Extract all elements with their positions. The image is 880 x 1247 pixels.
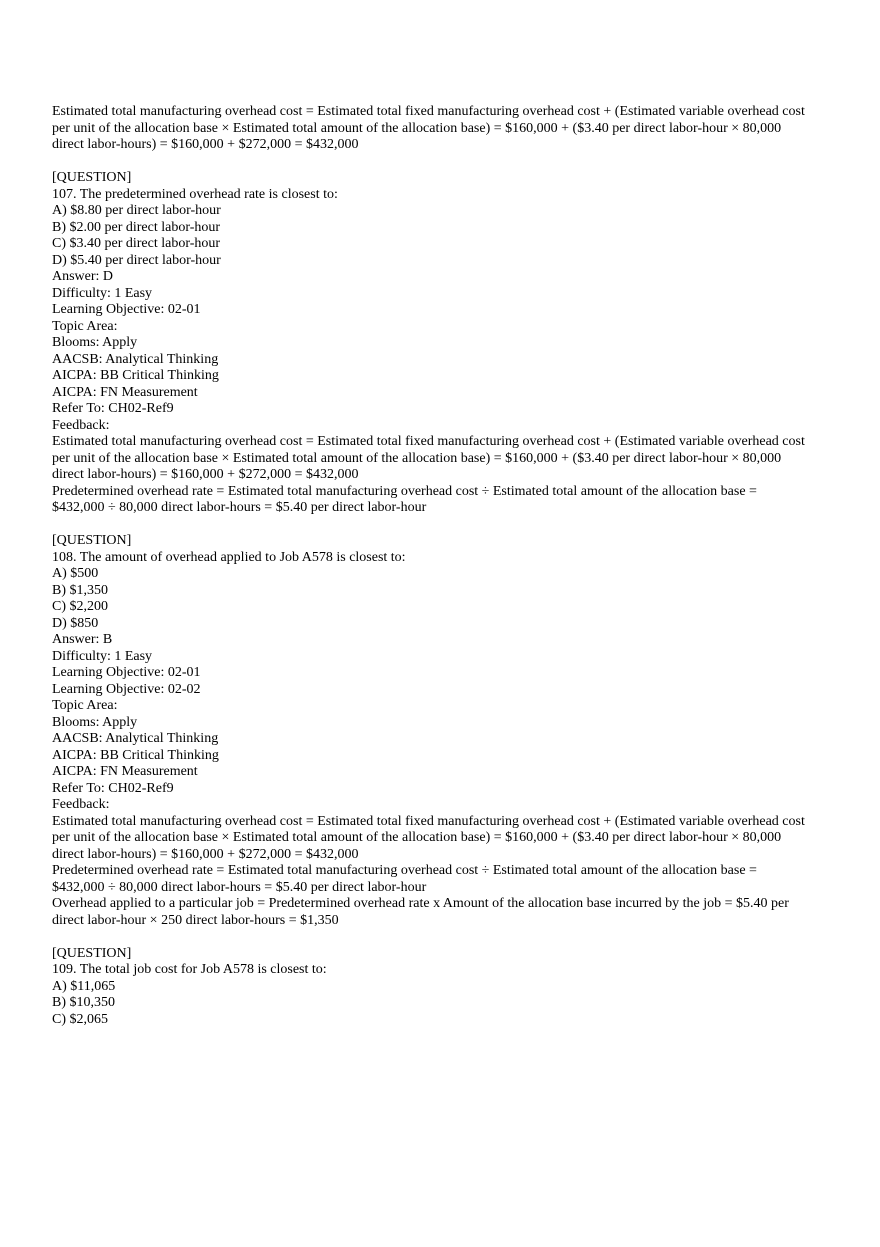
learning-objective: Learning Objective: 02-01 — [52, 302, 201, 317]
question-marker: [QUESTION] — [52, 945, 132, 961]
topic-area: Topic Area: — [52, 698, 118, 713]
question-stem: 108. The amount of overhead applied to Job A578 is closest to: — [52, 549, 406, 565]
question-marker: [QUESTION] — [52, 533, 132, 548]
difficulty: Difficulty: 1 Easy — [52, 648, 153, 664]
option-d: D) $5.40 per direct labor-hour — [52, 252, 221, 268]
option-b: B) $10,350 — [52, 995, 115, 1010]
aacsb: AACSB: Analytical Thinking — [52, 731, 219, 746]
option-b: B) $1,350 — [52, 582, 108, 598]
refer-to: Refer To: CH02-Ref9 — [52, 401, 174, 416]
question-stem: 109. The total job cost for Job A578 is closest to: — [52, 962, 327, 977]
aacsb: AACSB: Analytical Thinking — [52, 351, 219, 367]
option-c: C) $2,200 — [52, 599, 108, 614]
option-b: B) $2.00 per direct labor-hour — [52, 219, 221, 235]
feedback-text: Estimated total manufacturing overhead cost = Estimated total fixed manufacturing overhead cost + (Estimated variable overhead cost per unit of the allocation base × Estimated total amount of the allocation base) = $160,000 + ($3.40 per direct labor-hour × 80,000 direct labor-hours) = $160,000 + $272,000 = $432,000 — [52, 813, 805, 862]
spacer — [52, 929, 812, 946]
question-stem: 107. The predetermined overhead rate is closest to: — [52, 186, 338, 202]
answer: Answer: B — [52, 632, 113, 647]
feedback-text: Estimated total manufacturing overhead cost = Estimated total fixed manufacturing overhead cost + (Estimated variable overhead cost per unit of the allocation base × Estimated total amount of the allocation base) = $160,000 + ($3.40 per direct labor-hour × 80,000 direct labor-hours) = $160,000 + $272,000 = $432,000 — [52, 434, 805, 482]
option-a: A) $11,065 — [52, 978, 116, 994]
aicpa-bb: AICPA: BB Critical Thinking — [52, 747, 219, 763]
question-block-109 — [52, 946, 812, 1029]
blooms: Blooms: Apply — [52, 714, 138, 730]
option-c: C) $3.40 per direct labor-hour — [52, 236, 221, 251]
feedback-text: Predetermined overhead rate = Estimated total manufacturing overhead cost ÷ Estimated total amount of the allocation base = $432,000 ÷ 80,000 direct labor-hours = $5.40 per direct labor-hour — [52, 483, 757, 515]
option-d: D) $850 — [52, 615, 99, 631]
aicpa-bb: AICPA: BB Critical Thinking — [52, 368, 219, 383]
learning-objective: Learning Objective: 02-01 — [52, 665, 201, 680]
aicpa-fn: AICPA: FN Measurement — [52, 384, 198, 400]
feedback-text: Overhead applied to a particular job = Predetermined overhead rate x Amount of the allocation base incurred by the job = $5.40 per direct labor-hour × 250 direct labor-hours = $1,350 — [52, 896, 789, 928]
question-block-108 — [52, 533, 812, 929]
option-a: A) $500 — [52, 566, 99, 581]
learning-objective: Learning Objective: 02-02 — [52, 681, 201, 697]
spacer — [52, 154, 812, 171]
intro-feedback: Estimated total manufacturing overhead cost = Estimated total fixed manufacturing overhead cost + (Estimated variable overhead cost per unit of the allocation base × Estimated total amount of the allocation base) = $160,000 + ($3.40 per direct labor-hour × 80,000 direct labor-hours) = $160,000 + $272,000 = $432,000 — [52, 104, 805, 152]
feedback-label: Feedback: — [52, 417, 110, 433]
feedback-label: Feedback: — [52, 797, 110, 812]
spacer — [52, 517, 812, 534]
option-c: C) $2,065 — [52, 1011, 108, 1027]
question-block-107 — [52, 170, 812, 517]
refer-to: Refer To: CH02-Ref9 — [52, 780, 174, 796]
option-a: A) $8.80 per direct labor-hour — [52, 203, 221, 218]
document-page — [52, 104, 812, 1028]
feedback-text: Predetermined overhead rate = Estimated total manufacturing overhead cost ÷ Estimated total amount of the allocation base = $432,000 ÷ 80,000 direct labor-hours = $5.40 per direct labor-hour — [52, 863, 757, 895]
question-marker: [QUESTION] — [52, 170, 132, 185]
answer: Answer: D — [52, 269, 114, 284]
aicpa-fn: AICPA: FN Measurement — [52, 764, 198, 779]
topic-area: Topic Area: — [52, 318, 118, 334]
difficulty: Difficulty: 1 Easy — [52, 285, 153, 301]
blooms: Blooms: Apply — [52, 335, 138, 350]
